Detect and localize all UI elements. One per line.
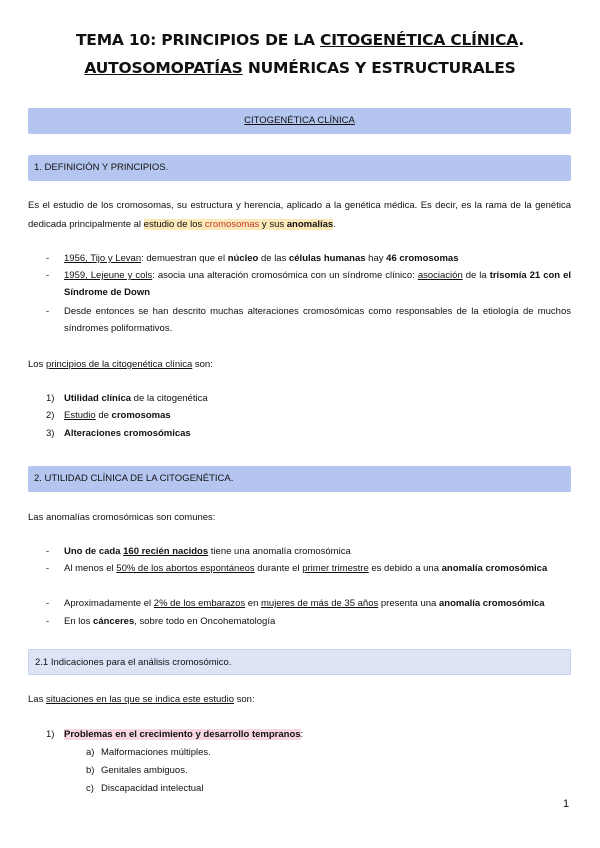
section-2-heading: 2. UTILIDAD CLÍNICA DE LA CITOGENÉTICA. <box>28 466 571 492</box>
section-2-1-heading: 2.1 Indicaciones para el análisis cromosómico. <box>28 649 571 675</box>
section-2-intro: Las anomalías cromosómicas son comunes: <box>28 512 216 523</box>
page-title: TEMA 10: PRINCIPIOS DE LA CITOGENÉTICA CLÍNICA. AUTOSOMOPATÍAS NUMÉRICAS Y ESTRUCTURALES <box>75 31 525 77</box>
section-2-1-intro: Las situaciones en las que se indica este estudio son: <box>28 694 255 705</box>
document-page: TEMA 10: PRINCIPIOS DE LA CITOGENÉTICA CLÍNICA. AUTOSOMOPATÍAS NUMÉRICAS Y ESTRUCTURALES CITOGENÉTICA CLÍNICA 1. DEFINICIÓN Y PRINCIPIOS. Es el estudio de los cromosomas, su estructura y herencia, aplicado a la genética médica. Es decir, es la rama de la genética dedicada principalmente al estudio de los cromosomas y sus anomalías. - 1956, Tijo y Levan: demuestran que el núcleo de las células humanas hay 46 cromosomas - 1959, Lejeune y cols: asocia una alteración cromosómica con un síndrome clínico: asociación de la trisomía 21 con el Síndrome de Down - Desde entonces se han descrito muchas alteraciones cromosómicas como responsables de la etiología de muchos síndromes poliformativos. Los principios de la citogenética clínica son: 1) Utilidad clínica de la citogenética 2) Estudio de cromosomas 3) Alteraciones cromosómicas 2. UTILIDAD CLÍNICA DE LA CITOGENÉTICA. Las anomalías cromosómicas son comunes: - Uno de cada 160 recién nacidos tiene una anomalía cromosómica - Al menos el 50% de los abortos espontáneos durante el primer trimestre es debido a una anomalía cromosómica - Aproximadamente el 2% de los embarazos en mujeres de más de 35 años presenta una anomalía cromosómica - En los cánceres, sobre todo en Oncohematología 2.1 Indicaciones para el análisis cromosómico. Las situaciones en las que se indica este estudio son: 1) Problemas en el crecimiento y desarrollo tempranos: a) Malformaciones múltiples. b) Genitales ambiguos. c) Discapacidad intelectual 1 <box>0 0 600 848</box>
page-number: 1 <box>563 798 570 810</box>
section-banner: CITOGENÉTICA CLÍNICA <box>28 108 571 134</box>
section-1-heading: 1. DEFINICIÓN Y PRINCIPIOS. <box>28 155 571 181</box>
title-citogenetica: CITOGENÉTICA CLÍNICA <box>320 31 519 49</box>
section-1-intro: Es el estudio de los cromosomas, su estructura y herencia, aplicado a la genética médica. Es decir, es la rama de la genética dedicada principalmente al estudio de los cromosomas y sus anomalías. <box>28 200 571 230</box>
highlight-estudio: estudio de los cromosomas y sus anomalías <box>143 219 334 230</box>
highlight-problemas: Problemas en el crecimiento y desarrollo tempranos <box>64 729 301 740</box>
principles-intro: Los principios de la citogenética clínica son: <box>28 359 213 370</box>
title-autosomopatias: AUTOSOMOPATÍAS <box>84 59 243 77</box>
